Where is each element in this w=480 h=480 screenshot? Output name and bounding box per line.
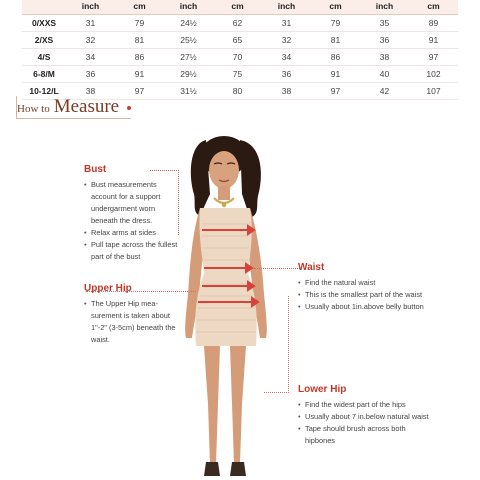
table-cell: 107 bbox=[409, 83, 458, 100]
size-label: 0/XXS bbox=[22, 15, 66, 32]
unit-header: inch bbox=[164, 0, 213, 15]
unit-header: cm bbox=[311, 0, 360, 15]
upper-hip-callout bbox=[84, 283, 180, 346]
table-cell: 75 bbox=[213, 66, 262, 83]
waist-callout bbox=[298, 262, 434, 313]
unit-header: inch bbox=[360, 0, 409, 15]
waist-leader-line bbox=[254, 268, 300, 269]
table-cell: 86 bbox=[115, 49, 164, 66]
list-item: • Find the widest part of the hips bbox=[298, 399, 434, 411]
table-cell: 91 bbox=[311, 66, 360, 83]
table-cell: 81 bbox=[115, 32, 164, 49]
table-cell: 102 bbox=[409, 66, 458, 83]
list-item: • The Upper Hip mea-surement is taken about 1"-2" (3-5cm) beneath the waist. bbox=[84, 298, 180, 346]
unit-header: cm bbox=[213, 0, 262, 15]
table-row bbox=[22, 66, 458, 83]
list-item: • Find the natural waist bbox=[298, 277, 434, 289]
unit-header: inch bbox=[262, 0, 311, 15]
bust-callout bbox=[84, 164, 180, 263]
size-label: 6-8/M bbox=[22, 66, 66, 83]
how-to-measure-heading bbox=[16, 96, 131, 119]
table-cell: 36 bbox=[262, 66, 311, 83]
size-label: 2/XS bbox=[22, 32, 66, 49]
size-label: 4/S bbox=[22, 49, 66, 66]
table-cell: 31 bbox=[66, 15, 115, 32]
waist-title: Waist bbox=[298, 262, 325, 273]
table-cell: 32 bbox=[262, 32, 311, 49]
bust-instructions bbox=[84, 179, 180, 263]
table-cell: 91 bbox=[115, 66, 164, 83]
list-item: • Usually about 7 in.below natural waist bbox=[298, 411, 434, 423]
bust-title: Bust bbox=[84, 164, 107, 175]
size-table-header-row bbox=[22, 0, 458, 15]
list-item: • Pull tape across the fullest part of the bust bbox=[84, 239, 180, 263]
table-cell: 38 bbox=[262, 83, 311, 100]
lower-hip-title: Lower Hip bbox=[298, 384, 347, 395]
table-row bbox=[22, 32, 458, 49]
size-column-header bbox=[22, 0, 66, 15]
table-cell: 34 bbox=[262, 49, 311, 66]
table-row bbox=[22, 49, 458, 66]
heading-title: Measure bbox=[53, 96, 120, 117]
table-cell: 31 bbox=[262, 15, 311, 32]
waist-instructions bbox=[298, 277, 434, 313]
table-cell: 97 bbox=[311, 83, 360, 100]
heading-dot-icon bbox=[127, 106, 131, 110]
table-cell: 89 bbox=[409, 15, 458, 32]
table-cell: 81 bbox=[311, 32, 360, 49]
table-cell: 97 bbox=[115, 83, 164, 100]
table-cell: 70 bbox=[213, 49, 262, 66]
lower-hip-callout bbox=[298, 384, 434, 447]
table-cell: 25½ bbox=[164, 32, 213, 49]
size-label: 10-12/L bbox=[22, 83, 66, 100]
table-cell: 86 bbox=[311, 49, 360, 66]
list-item: • Tape should brush across both hipbones bbox=[298, 423, 434, 447]
list-item: • Usually about 1in.above belly button bbox=[298, 301, 434, 313]
table-cell: 79 bbox=[311, 15, 360, 32]
table-cell: 40 bbox=[360, 66, 409, 83]
list-item: • Relax arms at sides bbox=[84, 227, 180, 239]
table-cell: 79 bbox=[115, 15, 164, 32]
table-cell: 32 bbox=[66, 32, 115, 49]
table-row bbox=[22, 15, 458, 32]
table-cell: 27½ bbox=[164, 49, 213, 66]
unit-header: inch bbox=[66, 0, 115, 15]
heading-prefix: How to bbox=[17, 103, 50, 115]
table-cell: 35 bbox=[360, 15, 409, 32]
lower-hip-instructions bbox=[298, 399, 434, 447]
table-cell: 38 bbox=[360, 49, 409, 66]
table-cell: 34 bbox=[66, 49, 115, 66]
size-chart-table bbox=[22, 0, 458, 100]
table-cell: 31½ bbox=[164, 83, 213, 100]
table-cell: 62 bbox=[213, 15, 262, 32]
table-cell: 80 bbox=[213, 83, 262, 100]
table-cell: 24½ bbox=[164, 15, 213, 32]
table-cell: 38 bbox=[66, 83, 115, 100]
table-cell: 36 bbox=[360, 32, 409, 49]
table-cell: 65 bbox=[213, 32, 262, 49]
table-cell: 42 bbox=[360, 83, 409, 100]
table-cell: 97 bbox=[409, 49, 458, 66]
table-cell: 36 bbox=[66, 66, 115, 83]
unit-header: cm bbox=[115, 0, 164, 15]
table-cell: 29½ bbox=[164, 66, 213, 83]
list-item: • This is the smallest part of the waist bbox=[298, 289, 434, 301]
list-item: • Bust measurements account for a support undergarment worn beneath the dress. bbox=[84, 179, 180, 227]
unit-header: cm bbox=[409, 0, 458, 15]
lower-hip-leader-line bbox=[264, 296, 289, 393]
table-cell: 91 bbox=[409, 32, 458, 49]
upper-hip-title: Upper Hip bbox=[84, 283, 132, 294]
upper-hip-instructions bbox=[84, 298, 180, 346]
